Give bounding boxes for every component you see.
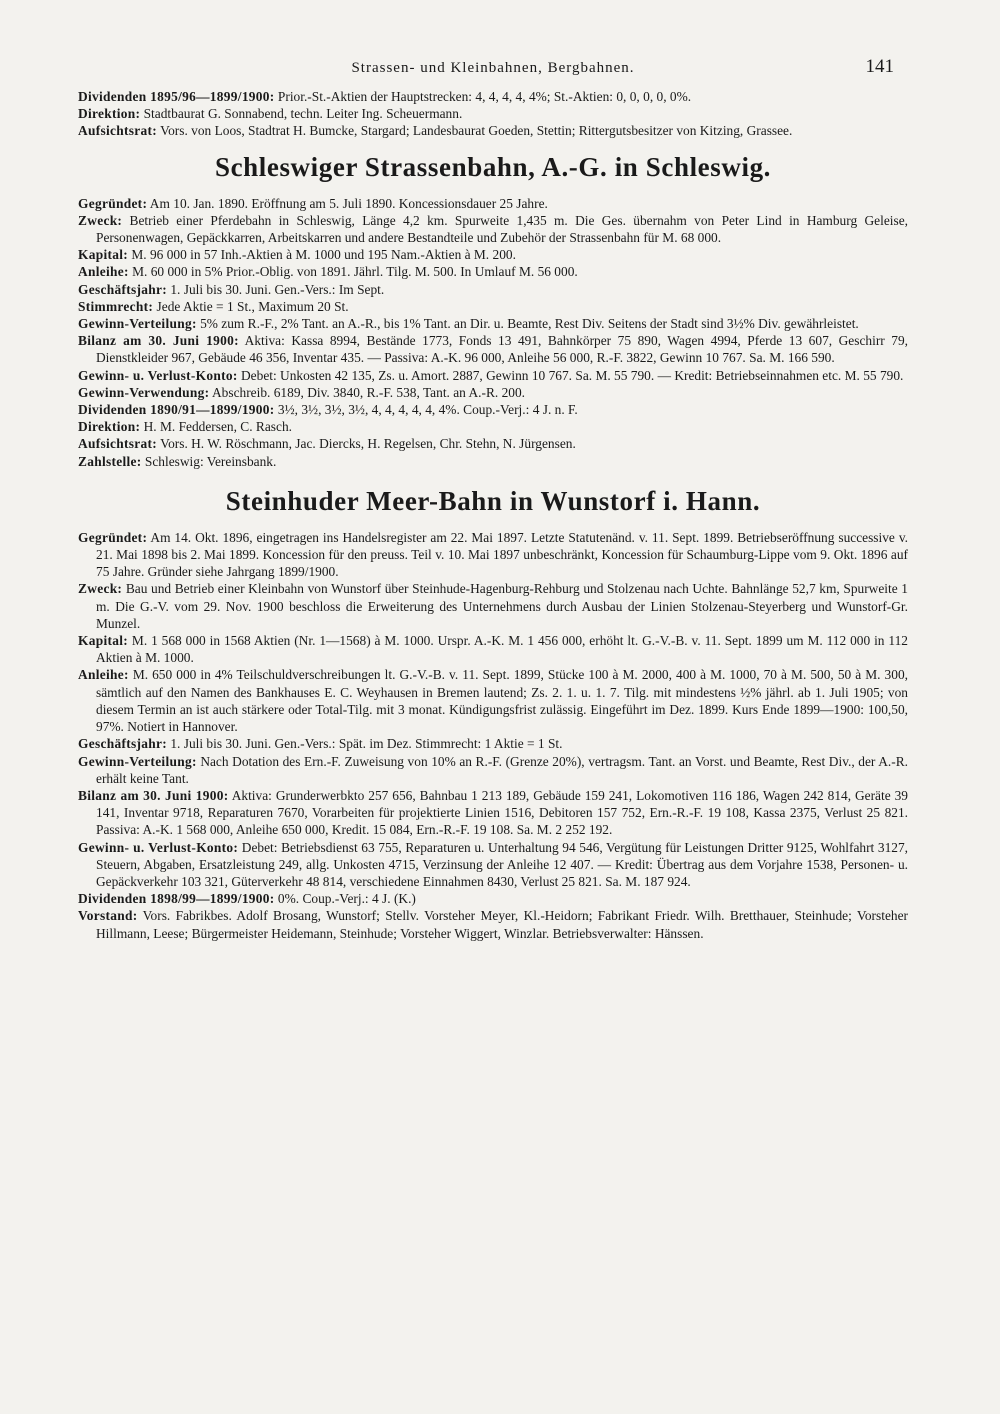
section-steinhude (78, 529, 908, 942)
entry-key: Kapital: (78, 247, 129, 263)
entry (78, 122, 908, 139)
entry-text: 1. Juli bis 30. Juni. Gen.-Vers.: Spät. im Dez. Stimmrecht: 1 Aktie = 1 St. (167, 736, 563, 752)
entry-text: M. 96 000 in 57 Inh.-Aktien à M. 1000 und 195 Nam.-Aktien à M. 200. (128, 247, 516, 263)
entry (78, 367, 908, 384)
entry-key: Direktion: (78, 106, 141, 122)
entry-key: Anleihe: (78, 667, 129, 683)
entry-key: Direktion: (78, 419, 141, 435)
entry-key: Bilanz am 30. Juni 1900: (78, 333, 239, 349)
entry (78, 890, 908, 907)
entry-text: Stadtbaurat G. Sonnabend, techn. Leiter Ing. Scheuermann. (140, 106, 463, 122)
entry (78, 88, 908, 105)
entry-key: Zweck: (78, 212, 123, 228)
entry-text: Aktiva: Kassa 8994, Bestände 1773, Fonds 13 491, Bahnkörper 75 890, Wagen 4994, Pferde 13 607, Geschirr 79, Dienstkleider 967, Gebäude 46 356, Inventar 435. — Passiva: A.-K. 96 000, Anleihe 56 000, R.-F. 3822, Gewinn 10 767. Sa. M. 166 590. (96, 333, 909, 366)
entry-key: Gewinn- u. Verlust-Konto: (78, 367, 238, 383)
entry-text: 3½, 3½, 3½, 3½, 4, 4, 4, 4, 4, 4%. Coup.-Verj.: 4 J. n. F. (274, 402, 578, 418)
entry (78, 384, 908, 401)
entry-text: 5% zum R.-F., 2% Tant. an A.-R., bis 1% Tant. an Dir. u. Beamte, Rest Div. Seitens der Stadt sind 3½% Div. gewährleistet. (196, 316, 859, 332)
entry-key: Gewinn-Verteilung: (78, 753, 197, 769)
entry-text: Jede Aktie = 1 St., Maximum 20 St. (153, 298, 349, 314)
entry-key: Gewinn- u. Verlust-Konto: (78, 839, 239, 855)
entry-text: Prior.-St.-Aktien der Hauptstrecken: 4, 4, 4, 4, 4%; St.-Aktien: 0, 0, 0, 0, 0%. (274, 89, 692, 104)
entry-text: Debet: Betriebsdienst 63 755, Reparaturen u. Unterhaltung 94 546, Vergütung für Leistungen Dritter 9125, Wohlfahrt 3127, Steuern, Abgaben, Ersatzleistung 249, allg. Unkosten 4715, Verzinsung der Anleihe 12 407. — Kredit: Übertrag aus dem Vorjahre 1538, Personen- u. Gepäckverkehr 103 321, Güterverkehr 48 814, verschiedene Einnahmen 8430, Verlust 25 821. Sa. M. 187 924. (96, 839, 909, 889)
entry (78, 263, 908, 280)
page-number: 141 (865, 56, 894, 77)
entry (78, 105, 908, 122)
entry-text: Am 14. Okt. 1896, eingetragen ins Handelsregister am 22. Mai 1897. Letzte Statutenänd. v. 11. Sept. 1899. Betriebseröffnung successive v. 21. Mai 1898 bis 2. Mai 1899. Koncession für den preuss. Teil v. 10. Mai 1897 unbeschränkt, Koncession für Schaumburg-Lippe vom 9. Okt. 1896 auf 75 Jahre. Gründer siehe Jahrgang 1899/1900. (96, 529, 908, 580)
entry (78, 246, 908, 263)
entry-key: Stimmrecht: (78, 298, 154, 314)
page (78, 56, 909, 942)
entry-key: Zweck: (78, 581, 123, 597)
entry-text: Nach Dotation des Ern.-F. Zuweisung von 10% an R.-F. (Grenze 20%), vertragsm. Tant. an Vorst. und Beamte, Rest Div., der A.-R. erhält keine Tant. (96, 753, 908, 786)
section-schleswig (78, 195, 908, 470)
entry (78, 632, 908, 666)
entry-text: Debet: Unkosten 42 135, Zs. u. Amort. 2887, Gewinn 10 767. Sa. M. 55 790. — Kredit: Betriebseinnahmen etc. M. 55 790. (237, 367, 904, 383)
section-title-schleswig: Schleswiger Strassenbahn, A.-G. in Schleswig. (214, 151, 772, 182)
entry-key: Geschäftsjahr: (78, 281, 167, 297)
entry-key: Gewinn-Verteilung: (78, 316, 197, 332)
entry-text: 0%. Coup.-Verj.: 4 J. (K.) (274, 891, 416, 907)
entry-text: M. 1 568 000 in 1568 Aktien (Nr. 1—1568) à M. 1000. Urspr. A.-K. M. 1 456 000, erhöht lt. G.-V.-B. v. 11. Sept. 1899 um M. 112 000 in 112 Aktien à M. 1000. (96, 633, 908, 666)
entry-key: Gegründet: (78, 529, 148, 545)
entry-text: M. 650 000 in 4% Teilschuldverschreibungen lt. G.-V.-B. v. 11. Sept. 1899, Stücke 100 à M. 2000, 400 à M. 1000, 70 à M. 500, 50 à M. 300, sämtlich auf den Namen des Bankhauses E. C. Weyhausen in Bremen lautend; Zs. 2. 1. u. 1. 7. Tilg. mit mindestens ½% jährl. ab 1. Juli 1905; von diesem Termin an ist auch stärkere oder Total-Tilg. mit 3 monat. Kündigungsfrist zulässig. Eingeführt im Dez. 1899. Kurs Ende 1899—1900: 100,50, 97%. Notiert in Hannover. (96, 667, 908, 735)
entry-text: 1. Juli bis 30. Juni. Gen.-Vers.: Im Sept. (167, 281, 385, 297)
entry (78, 753, 908, 787)
entry (78, 281, 908, 298)
entry (78, 298, 908, 315)
entry (78, 839, 908, 891)
entry-key: Aufsichtsrat: (78, 436, 158, 452)
entry (78, 435, 908, 452)
entry-key: Bilanz am 30. Juni 1900: (78, 787, 229, 803)
running-title: Strassen- und Kleinbahnen, Bergbahnen. (351, 60, 635, 76)
entry (78, 529, 908, 581)
entry-key: Anleihe: (78, 264, 129, 280)
entry (78, 332, 908, 366)
entry-text: Abschreib. 6189, Div. 3840, R.-F. 538, Tant. an A.-R. 200. (209, 384, 526, 400)
entry-text: Aktiva: Grunderwerbkto 257 656, Bahnbau 1 213 189, Gebäude 159 241, Lokomotiven 116 186, Wagen 242 814, Geräte 39 141, Inventar 9718, Reparaturen 7670, Vorarbeiten für projektierte Linien 1516, Debitoren 157 752, Ern.-R.-F. 19 108, Kassa 2375, Verlust 25 821. Passiva: A.-K. 1 568 000, Anleihe 650 000, Kredit. 15 084, Ern.-R.-F. 19 108. Sa. M. 2 252 192. (96, 787, 908, 838)
running-head (78, 56, 908, 88)
entry (78, 418, 908, 435)
entry-key: Geschäftsjahr: (78, 736, 167, 752)
entry-text: M. 60 000 in 5% Prior.-Oblig. von 1891. Jährl. Tilg. M. 500. In Umlauf M. 56 000. (128, 264, 578, 280)
entry-key: Dividenden 1895/96—1899/1900: (78, 89, 275, 104)
previous-entry-continuation (78, 88, 908, 140)
entry-key: Aufsichtsrat: (78, 123, 158, 139)
entry (78, 735, 908, 752)
entry-key: Vorstand: (78, 908, 138, 924)
entry-text: Am 10. Jan. 1890. Eröffnung am 5. Juli 1890. Koncessionsdauer 25 Jahre. (147, 195, 548, 211)
entry (78, 401, 908, 418)
entry-key: Zahlstelle: (78, 453, 142, 469)
entry-text: Vors. H. W. Röschmann, Jac. Diercks, H. Regelsen, Chr. Stehn, N. Jürgensen. (157, 436, 576, 452)
entry-text: Vors. Fabrikbes. Adolf Brosang, Wunstorf; Stellv. Vorsteher Meyer, Kl.-Heidorn; Fabrikant Friedr. Wilh. Bretthauer, Steinhude; Vorsteher Hillmann, Leese; Bürgermeister Heidemann, Steinhude; Vorsteher Wiggert, Winzlar. Betriebsverwalter: Hänssen. (96, 908, 908, 941)
entry-key: Gegründet: (78, 195, 148, 211)
entry-key: Dividenden 1890/91—1899/1900: (78, 402, 275, 418)
entry (78, 580, 908, 632)
entry-text: Betrieb einer Pferdebahn in Schleswig, Länge 4,2 km. Spurweite 1,435 m. Die Ges. übernahm von Peter Lind in Hamburg Geleise, Personenwagen, Gepäckkarren, Arbeitskarren und andere Bestandteile und Zubehör der Strassenbahn für M. 68 000. (96, 212, 908, 246)
entry (78, 315, 908, 332)
entry (78, 212, 908, 246)
entry-text: Schleswig: Vereinsbank. (141, 453, 277, 469)
entry-text: H. M. Feddersen, C. Rasch. (140, 419, 293, 435)
entry (78, 453, 908, 470)
entry-key: Kapital: (78, 633, 129, 649)
entry-text: Bau und Betrieb einer Kleinbahn von Wunstorf über Steinhude-Hagenburg-Rehburg und Stolzenau nach Uchte. Bahnlänge 52,7 km, Spurweite 1 m. Die G.-V. vom 29. Nov. 1900 beschloss die Erweiterung des Unternehmens durch Ausbau der Linien Stolzenau-Steyerberg und Wunstorf-Gr. Munzel. (96, 581, 908, 631)
entry (78, 787, 908, 839)
entry (78, 907, 908, 941)
entry (78, 195, 908, 212)
entry-text: Vors. von Loos, Stadtrat H. Bumcke, Stargard; Landesbaurat Goeden, Stettin; Rittergutsbesitzer von Kitzing, Grassee. (157, 123, 793, 139)
section-title-steinhude: Steinhuder Meer-Bahn in Wunstorf i. Hann. (225, 485, 761, 516)
entry-key: Dividenden 1898/99—1899/1900: (78, 891, 275, 907)
entry (78, 666, 908, 735)
entry-key: Gewinn-Verwendung: (78, 384, 210, 400)
